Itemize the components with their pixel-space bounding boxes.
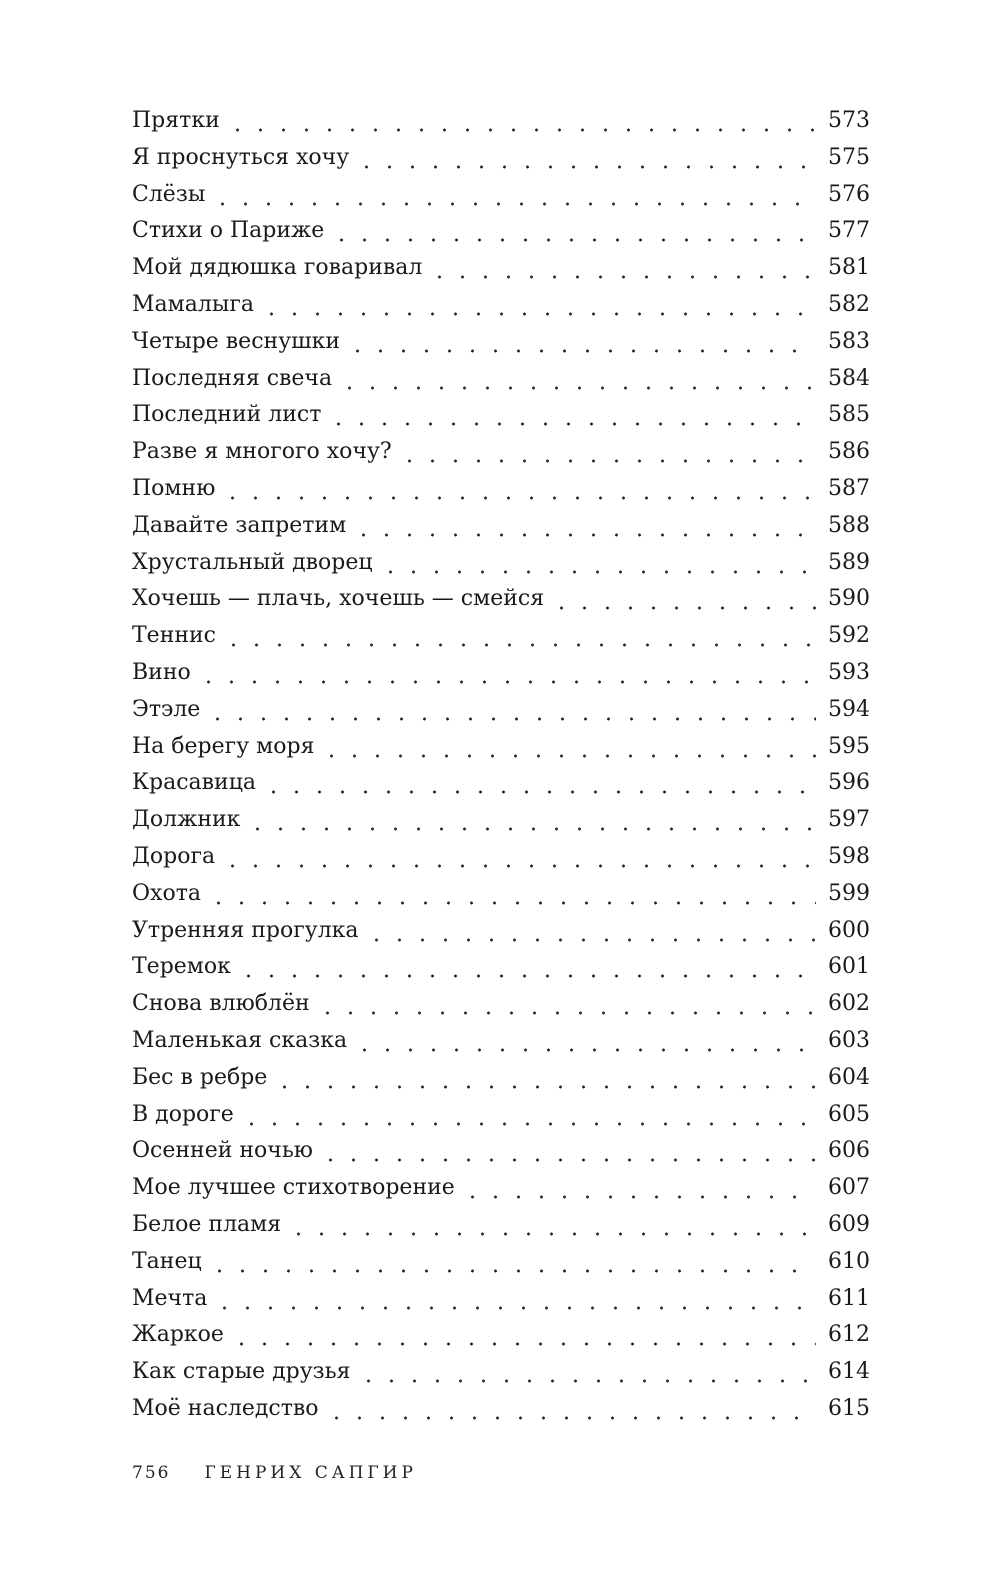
toc-entry-page: 583 [828,328,870,354]
toc-dot-leader [346,324,816,361]
toc-entry-title: Снова влюблён [132,991,310,1017]
toc-entry-page: 586 [828,439,870,465]
toc-entry-title: Последняя свеча [132,365,333,391]
toc-entry-title: Моё наследство [132,1395,319,1421]
toc-entry [132,581,878,618]
toc-entry-title: В дороге [132,1101,234,1127]
toc-dot-leader [213,1281,816,1318]
toc-entry [132,471,878,508]
toc-entry-title: Разве я многого хочу? [132,439,392,465]
toc-entry-page: 597 [828,807,870,833]
toc-dot-leader [357,1354,816,1391]
toc-dot-leader [550,581,816,618]
toc-entry-page: 599 [828,880,870,906]
toc-entry-page: 594 [828,696,870,722]
toc-entry-title: Теремок [132,954,231,980]
toc-entry [132,1060,878,1097]
toc-entry [132,1207,878,1244]
toc-entry-title: Вино [132,659,191,685]
toc-entry-page: 601 [828,954,870,980]
toc-entry [132,1354,878,1391]
toc-dot-leader [273,1060,816,1097]
toc-dot-leader [222,618,816,655]
toc-entry-title: Последний лист [132,402,322,428]
toc-entry-page: 596 [828,770,870,796]
toc-entry-title: Теннис [132,623,217,649]
toc-entry-title: Бес в ребре [132,1064,268,1090]
toc-entry [132,949,878,986]
toc-dot-leader [206,692,816,729]
toc-entry [132,177,878,214]
toc-entry-title: Мой дядюшка говаривал [132,255,423,281]
toc-entry-title: Мое лучшее стихотворение [132,1175,455,1201]
toc-entry-title: Слёзы [132,181,206,207]
toc-entry-page: 610 [828,1248,870,1274]
toc-entry-page: 582 [828,291,870,317]
toc-entry [132,1244,878,1281]
toc-entry-page: 593 [828,659,870,685]
toc-dot-leader [246,802,816,839]
toc-dot-leader [262,765,816,802]
toc-entry-page: 573 [828,108,870,133]
toc-entry [132,397,878,434]
toc-entry [132,986,878,1023]
toc-dot-leader [330,213,816,250]
toc-entry [132,1170,878,1207]
toc-dot-leader [355,140,816,177]
toc-entry [132,1391,878,1428]
toc-entry-title: Я проснуться хочу [132,144,350,170]
toc-entry [132,618,878,655]
toc-entry-title: Маленькая сказка [132,1027,348,1053]
toc-dot-leader [316,986,816,1023]
toc-dot-leader [207,876,816,913]
toc-dot-leader [461,1170,816,1207]
toc-entry-title: Белое пламя [132,1211,282,1237]
toc-dot-leader [211,177,816,214]
toc-dot-leader [379,545,816,582]
toc-entry-title: Осенней ночью [132,1138,313,1164]
toc-dot-leader [226,103,816,140]
toc-dot-leader [260,287,816,324]
toc-dot-leader [353,1023,816,1060]
toc-dot-leader [208,1244,816,1281]
toc-entry-title: Мечта [132,1285,208,1311]
toc-entry-page: 598 [828,843,870,869]
toc-entry-title: Давайте запретим [132,512,347,538]
toc-entry-page: 603 [828,1027,870,1053]
toc-entry [132,508,878,545]
toc-entry-title: Помню [132,475,216,501]
toc-entry-page: 611 [828,1285,870,1311]
toc-entry-page: 584 [828,365,870,391]
toc-entry [132,1097,878,1134]
toc-entry-page: 612 [828,1322,870,1348]
toc-dot-leader [230,1317,816,1354]
toc-entry-page: 577 [828,218,870,244]
toc-dot-leader [221,839,816,876]
toc-entry-title: Хочешь — плачь, хочешь — смейся [132,586,545,612]
toc-entry [132,729,878,766]
toc-entry [132,140,878,177]
toc-dot-leader [352,508,816,545]
toc-entry-title: Дорога [132,843,216,869]
toc-entry-title: Жаркое [132,1322,224,1348]
toc-entry-page: 609 [828,1211,870,1237]
toc-entry [132,1133,878,1170]
toc-entry-page: 587 [828,475,870,501]
toc-entry-page: 615 [828,1395,870,1421]
toc-entry-page: 604 [828,1064,870,1090]
toc-dot-leader [327,397,816,434]
toc-entry-title: Как старые друзья [132,1359,351,1385]
toc-entry [132,692,878,729]
toc-dot-leader [338,361,816,398]
toc-entry [132,839,878,876]
toc-dot-leader [320,729,816,766]
toc-dot-leader [428,250,816,287]
toc-entry [132,361,878,398]
toc-dot-leader [237,949,816,986]
toc-entry [132,324,878,361]
toc-entry-page: 600 [828,917,870,943]
toc-entry-page: 590 [828,586,870,612]
toc-entry-title: Танец [132,1248,202,1274]
toc-dot-leader [365,913,816,950]
toc-entry-title: Этэле [132,696,201,722]
toc-entry-title: Хрустальный дворец [132,549,373,575]
toc-entry-page: 588 [828,512,870,538]
toc-entry [132,1023,878,1060]
toc-entry-title: На берегу моря [132,733,315,759]
toc-entry-title: Охота [132,880,201,906]
toc-entry-page: 607 [828,1175,870,1201]
toc-entry [132,1317,878,1354]
footer-page-number: 756 [132,1463,171,1483]
toc-entry-page: 575 [828,144,870,170]
toc-dot-leader [325,1391,816,1428]
toc-dot-leader [197,655,816,692]
toc-dot-leader [221,471,816,508]
toc-entry-page: 589 [828,549,870,575]
toc-entry [132,655,878,692]
toc-entry [132,876,878,913]
toc-entry-title: Утренняя прогулка [132,917,359,943]
toc-entry-title: Красавица [132,770,256,796]
toc-dot-leader [398,434,816,471]
footer-author: ГЕНРИХ САПГИР [204,1463,417,1483]
toc-entry-page: 614 [828,1359,870,1385]
toc-entry-page: 581 [828,255,870,281]
toc-entry-title: Прятки [132,108,220,133]
toc-dot-leader [240,1097,816,1134]
toc-entry-page: 606 [828,1138,870,1164]
toc-entry-page: 585 [828,402,870,428]
toc-entry-page: 605 [828,1101,870,1127]
toc-entry-title: Мамалыга [132,291,254,317]
toc-entry [132,103,878,140]
toc-entry-title: Должник [132,807,241,833]
toc-entry [132,545,878,582]
toc-entry [132,250,878,287]
toc-entry-page: 576 [828,181,870,207]
toc-entry [132,765,878,802]
toc-entry-page: 602 [828,991,870,1017]
toc-entry-title: Четыре веснушки [132,328,341,354]
toc-entry [132,287,878,324]
toc-entry [132,213,878,250]
page-footer [132,1463,417,1483]
toc-entry [132,802,878,839]
toc-dot-leader [319,1133,816,1170]
toc-entry-page: 595 [828,733,870,759]
toc-entry [132,1281,878,1318]
table-of-contents [132,103,878,1428]
toc-dot-leader [287,1207,816,1244]
toc-entry [132,913,878,950]
toc-entry-title: Стихи о Париже [132,218,325,244]
toc-entry [132,434,878,471]
toc-entry-page: 592 [828,623,870,649]
